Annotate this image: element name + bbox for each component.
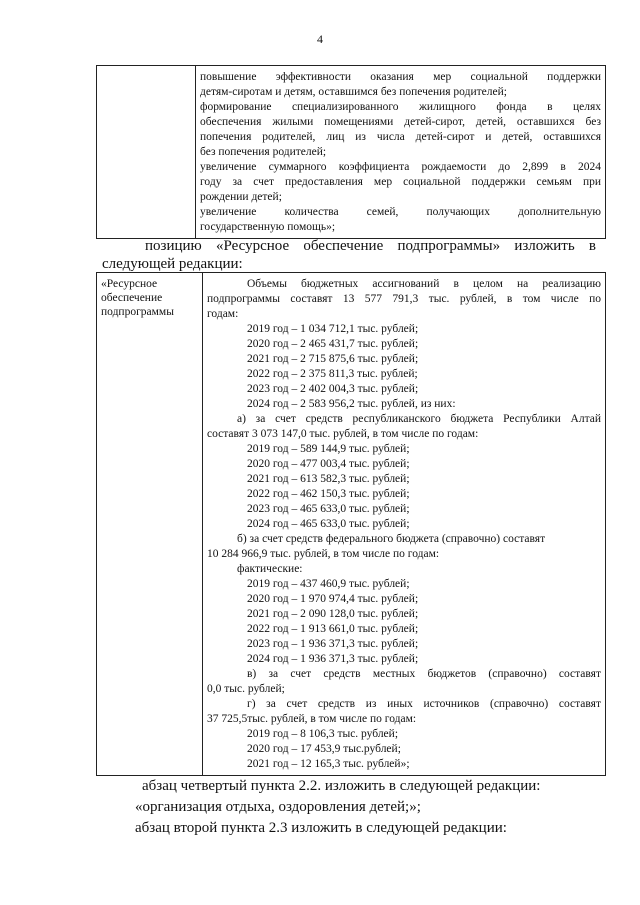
resources-label-line: «Ресурсное: [101, 278, 158, 290]
resources-year-line: 2019 год – 1 034 712,1 тыс. рублей;: [247, 323, 419, 335]
resources-line: а) за счет средств республиканского бюджета Республики Алтай: [237, 413, 601, 425]
resources-year-line: 2020 год – 17 453,9 тыс.рублей;: [247, 743, 401, 755]
resources-year-line: 2021 год – 12 165,3 тыс. рублей»;: [247, 758, 410, 770]
resources-year-line: 2020 год – 477 003,4 тыс. рублей;: [247, 458, 410, 470]
table1-line: детям-сиротам и детям, оставшимся без попечения родителей;: [200, 86, 507, 98]
resources-year-line: 2023 год – 465 633,0 тыс. рублей;: [247, 503, 410, 515]
page-number: 4: [317, 32, 323, 46]
resources-year-line: 2022 год – 1 913 661,0 тыс. рублей;: [247, 623, 419, 635]
resources-year-line: 2019 год – 589 144,9 тыс. рублей;: [247, 443, 410, 455]
resources-year-line: 2024 год – 1 936 371,3 тыс. рублей;: [247, 653, 419, 665]
paragraph-fourth-clause: абзац четвертый пункта 2.2. изложить в следующей редакции:: [142, 778, 541, 794]
resources-line: Объемы бюджетных ассигнований в целом на реализацию: [247, 278, 601, 290]
table1-line: государственную помощь»;: [200, 221, 336, 233]
resources-year-line: 2020 год – 2 465 431,7 тыс. рублей;: [247, 338, 419, 350]
resources-line: составят 3 073 147,0 тыс. рублей, в том числе по годам:: [207, 428, 479, 440]
paragraph-position-change-cont: следующей редакции:: [102, 256, 243, 272]
table1-line: увеличение количества семей, получающих дополнительную: [200, 206, 601, 218]
resources-label-line: подпрограммы: [101, 306, 174, 318]
resources-label-line: обеспечение: [101, 292, 163, 304]
resources-line: г) за счет средств из иных источников (справочно) составят: [247, 698, 601, 710]
paragraph-second-clause: абзац второй пункта 2.3 изложить в следующей редакции:: [135, 820, 507, 836]
table1-line: формирование специализированного жилищного фонда в целях: [200, 101, 601, 113]
subprogram-table-resources: [96, 272, 606, 776]
resources-year-line: 2024 год – 2 583 956,2 тыс. рублей, из них:: [247, 398, 456, 410]
table1-line: попечения родителей, лиц из числа детей-сирот и детей, оставшихся: [200, 131, 601, 143]
resources-line: 10 284 966,9 тыс. рублей, в том числе по годам:: [207, 548, 440, 560]
resources-line: 37 725,5тыс. рублей, в том числе по годам:: [207, 713, 417, 725]
resources-line: б) за счет средств федерального бюджета (справочно) составят: [237, 533, 546, 545]
resources-year-line: 2023 год – 2 402 004,3 тыс. рублей;: [247, 383, 419, 395]
resources-year-line: 2021 год – 2 715 875,6 тыс. рублей;: [247, 353, 419, 365]
resources-year-line: 2022 год – 462 150,3 тыс. рублей;: [247, 488, 410, 500]
resources-year-line: 2024 год – 465 633,0 тыс. рублей;: [247, 518, 410, 530]
resources-year-line: 2022 год – 2 375 811,3 тыс. рублей;: [247, 368, 418, 380]
resources-year-line: 2021 год – 2 090 128,0 тыс. рублей;: [247, 608, 419, 620]
resources-value-cell: [203, 273, 606, 776]
resources-year-line: 2019 год – 8 106,3 тыс. рублей;: [247, 728, 399, 740]
table1-line: увеличение суммарного коэффициента рождаемости до 2,899 в 2024: [200, 161, 601, 173]
resources-line: фактические:: [237, 563, 303, 575]
table1-line: обеспечения жилыми помещениями детей-сирот, детей, оставшихся без: [200, 116, 601, 128]
table1-right-cell: [196, 66, 606, 239]
paragraph-quoted-text: «организация отдыха, оздоровления детей;»;: [135, 799, 421, 815]
resources-year-line: 2019 год – 437 460,9 тыс. рублей;: [247, 578, 410, 590]
resources-line: 0,0 тыс. рублей;: [207, 683, 285, 695]
table1-line: без попечения родителей;: [200, 146, 327, 158]
table1-line: повышение эффективности оказания мер социальной поддержки: [200, 71, 601, 83]
resources-line: в) за счет средств местных бюджетов (справочно) составят: [247, 668, 601, 680]
paragraph-position-change: позицию «Ресурсное обеспечение подпрограммы» изложить в: [145, 238, 596, 254]
resources-label-cell: [97, 273, 203, 776]
resources-year-line: 2020 год – 1 970 974,4 тыс. рублей;: [247, 593, 419, 605]
table1-line: рождении детей;: [200, 191, 282, 203]
subprogram-table-results: [96, 65, 606, 239]
table1-left-cell: [97, 66, 196, 239]
resources-line: подпрограммы составят 13 577 791,3 тыс. рублей, в том числе по: [207, 293, 601, 305]
resources-year-line: 2021 год – 613 582,3 тыс. рублей;: [247, 473, 410, 485]
resources-line: годам:: [207, 308, 239, 320]
table1-line: году за счет предоставления мер социальной поддержки семьям при: [200, 176, 601, 188]
resources-year-line: 2023 год – 1 936 371,3 тыс. рублей;: [247, 638, 419, 650]
